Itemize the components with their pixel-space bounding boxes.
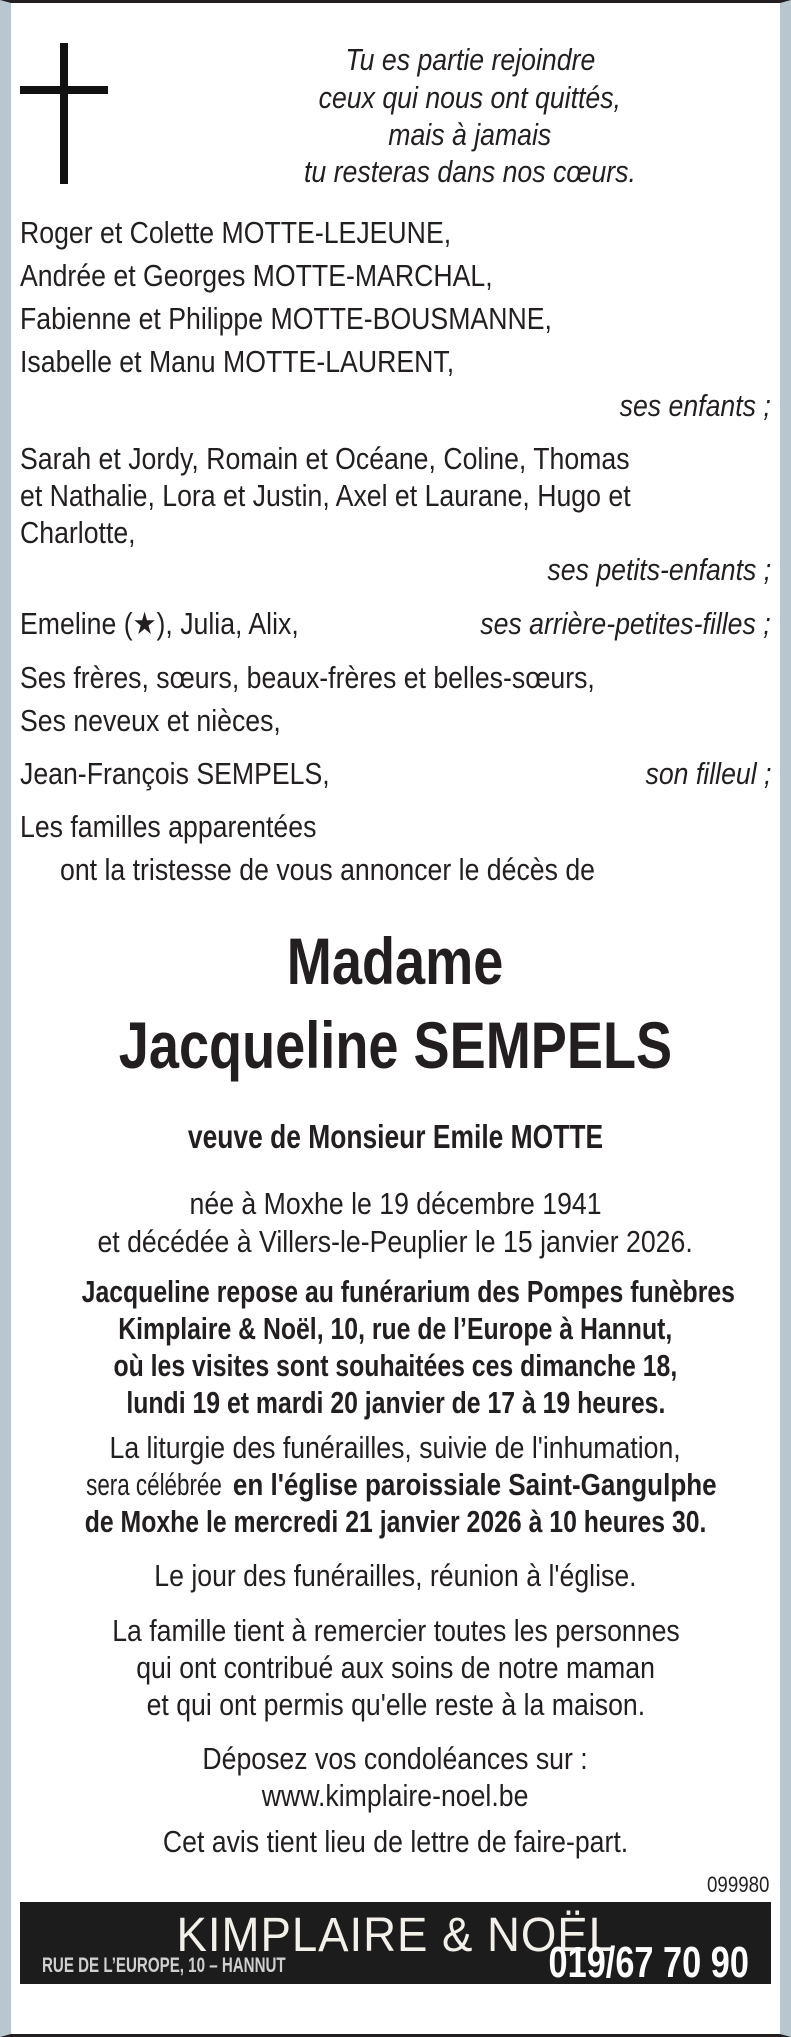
funeral-home-address: RUE DE L’EUROPE, 10 – HANNUT <box>42 1954 286 1977</box>
liturgy-line: La liturgie des funérailles, suivie de l'inhumation, <box>109 1430 682 1465</box>
family-great-grandchildren: Emeline (★), Julia, Alix, <box>20 606 299 641</box>
deceased-title: Madame <box>287 924 504 998</box>
condolences-text: Déposez vos condoléances sur : <box>202 1741 589 1776</box>
birth-info: née à Moxhe le 19 décembre 1941 <box>189 1186 602 1221</box>
visit-info: Jacqueline repose au funérarium des Pompes funèbres <box>81 1274 735 1309</box>
liturgy-plain: sera célébrée <box>85 1467 222 1502</box>
role-children: ses enfants ; <box>619 388 771 423</box>
family-nephews: Ses neveux et nièces, <box>20 703 281 738</box>
family-child: Fabienne et Philippe MOTTE-BOUSMANNE, <box>20 301 552 336</box>
family-related: Les familles apparentées <box>20 809 317 844</box>
thanks-line: La famille tient à remercier toutes les personnes <box>111 1613 680 1648</box>
liturgy-line: de Moxhe le mercredi 21 janvier 2026 à 10 heures 30. <box>84 1504 707 1539</box>
family-child: Isabelle et Manu MOTTE-LAURENT, <box>20 344 455 379</box>
visit-info: lundi 19 et mardi 20 janvier de 17 à 19 heures. <box>126 1385 665 1420</box>
liturgy-church: en l'église paroissiale Saint-Gangulphe <box>232 1467 717 1502</box>
poem-line: mais à jamais <box>388 117 552 152</box>
family-grandchildren: et Nathalie, Lora et Justin, Axel et Laurane, Hugo et <box>20 478 631 513</box>
funeral-home-banner <box>20 1902 771 1987</box>
deceased-name: Jacqueline SEMPELS <box>118 1008 673 1082</box>
liturgy-line <box>0 1469 791 1500</box>
family-godson: Jean-François SEMPELS, <box>20 756 330 791</box>
role-godson: son filleul ; <box>645 756 771 791</box>
visit-info: Kimplaire & Noël, 10, rue de l’Europe à Hannut, <box>118 1311 673 1346</box>
poem-line: ceux qui nous ont quittés, <box>318 80 622 115</box>
family-child: Roger et Colette MOTTE-LEJEUNE, <box>20 215 452 250</box>
role-great-grandchildren: ses arrière-petites-filles ; <box>480 606 771 641</box>
family-siblings: Ses frères, sœurs, beaux-frères et belles-sœurs, <box>20 660 595 695</box>
funeral-home-phone: 019/67 70 90 <box>548 1938 749 1987</box>
family-grandchildren: Charlotte, <box>20 515 136 550</box>
notice-text: Cet avis tient lieu de lettre de faire-part. <box>162 1824 629 1859</box>
role-grandchildren: ses petits-enfants ; <box>547 552 771 587</box>
reference-number: 099980 <box>706 1872 769 1897</box>
funeral-home-name: KIMPLAIRE & NOËL <box>176 1909 615 1962</box>
cross-icon <box>60 43 68 184</box>
poem-line: Tu es partie rejoindre <box>345 42 595 77</box>
cross-icon-bar <box>20 86 108 94</box>
condolences-link[interactable]: www.kimplaire-noel.be <box>262 1778 529 1813</box>
visit-info: où les visites sont souhaitées ces dimanche 18, <box>113 1348 678 1383</box>
poem-line: tu resteras dans nos cœurs. <box>304 154 636 189</box>
thanks-line: et qui ont permis qu'elle reste à la maison. <box>146 1687 645 1722</box>
thanks-line: qui ont contribué aux soins de notre maman <box>136 1650 655 1685</box>
announce-text: ont la tristesse de vous annoncer le décès de <box>60 852 596 887</box>
meeting-info: Le jour des funérailles, réunion à l'église. <box>154 1558 637 1593</box>
family-grandchildren: Sarah et Jordy, Romain et Océane, Coline, Thomas <box>20 441 630 476</box>
deceased-widow: veuve de Monsieur Emile MOTTE <box>187 1118 604 1155</box>
death-info: et décédée à Villers-le-Peuplier le 15 janvier 2026. <box>97 1224 694 1259</box>
family-child: Andrée et Georges MOTTE-MARCHAL, <box>20 258 493 293</box>
